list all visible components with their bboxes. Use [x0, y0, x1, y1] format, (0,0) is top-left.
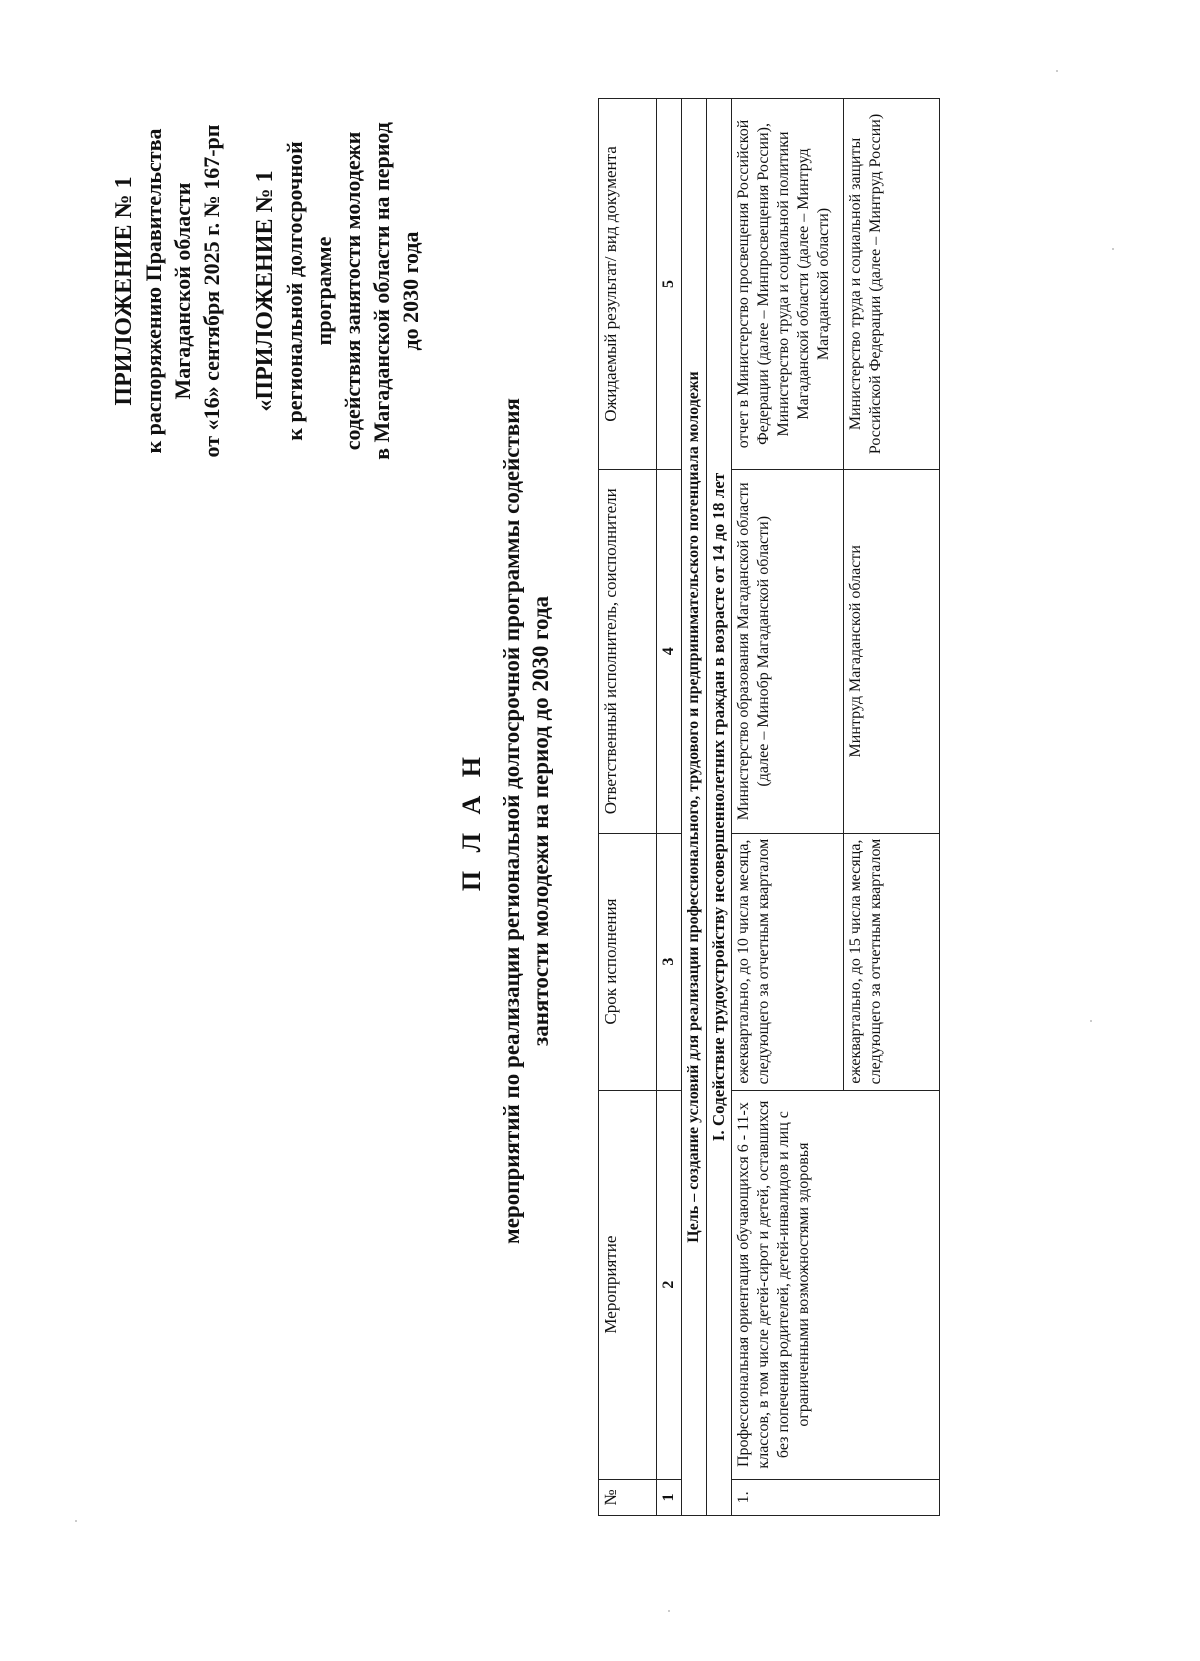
column-number: 3 — [657, 833, 682, 1090]
plan-table — [598, 98, 940, 1516]
section-1-title: I. Содействие трудоустройству несовершеннолетних граждан в возрасте от 14 до 18 лет — [707, 99, 732, 1516]
header-num: № — [599, 1479, 657, 1515]
goal-row — [682, 99, 707, 1516]
appendix-header — [110, 101, 425, 481]
goal-text: Цель – создание условий для реализации профессионального, трудового и предпринимательского потенциала молодежи — [682, 99, 707, 1516]
column-number: 4 — [657, 469, 682, 833]
order-date: от «16» сентября 2025 г. № 167-рп — [199, 124, 224, 458]
inner-appendix-title: «ПРИЛОЖЕНИЕ № 1 — [252, 170, 278, 412]
header-executor: Ответственный исполнитель, соисполнители — [599, 469, 657, 833]
order-reference-line2: Магаданской области — [170, 182, 195, 400]
plan-subtitle-line2: занятости молодежи на период до 2030 года — [528, 596, 553, 1046]
column-number: 1 — [657, 1479, 682, 1515]
header-result: Ожидаемый результат/ вид документа — [599, 99, 657, 470]
table-header-row — [599, 99, 657, 1516]
row-executor-a: Министерство образования Магаданской области (далее – Минобр Магаданской области) — [732, 469, 844, 833]
row-term-b: ежеквартально, до 15 числа месяца, следующего за отчетным кварталом — [844, 833, 940, 1090]
row-executor-b: Минтруд Магаданской области — [844, 469, 940, 833]
order-reference-line1: к распоряжению Правительства — [141, 128, 166, 454]
header-measure: Мероприятие — [599, 1090, 657, 1479]
plan-title-block — [455, 141, 555, 1501]
plan-subtitle-line1: мероприятий по реализации региональной долгосрочной программы содействия — [499, 398, 524, 1244]
row-measure: Профессиональная ориентация обучающихся 6 - 11-х классов, в том числе детей-сирот и детей, оставшихся без попечения родителей, детей-инвалидов и лиц с ограниченными возможностями здоровья — [732, 1090, 940, 1479]
table-row — [732, 99, 844, 1516]
plan-title: П Л А Н — [457, 750, 486, 892]
column-number: 2 — [657, 1090, 682, 1479]
row-result-b: Министерство труда и социальной защиты Российской Федерации (далее – Минтруд России) — [844, 99, 940, 470]
section-row — [707, 99, 732, 1516]
row-result-a: отчет в Министерство просвещения Российской Федерации (далее – Минпросвещения России), Министерство труда и социальной политики Магаданской области (далее – Минтруд Магаданской области) — [732, 99, 844, 470]
row-number: 1. — [732, 1479, 940, 1515]
row-term-a: ежеквартально, до 10 числа месяца, следующего за отчетным кварталом — [732, 833, 844, 1090]
program-reference-line4: до 2030 года — [398, 231, 423, 351]
column-number: 5 — [657, 99, 682, 470]
program-reference-line3: в Магаданской области на период — [369, 122, 394, 460]
column-number-row — [657, 99, 682, 1516]
program-reference-line1: к региональной долгосрочной программе — [282, 141, 336, 441]
header-term: Срок исполнения — [599, 833, 657, 1090]
program-reference-line2: содействия занятости молодежи — [340, 131, 365, 451]
appendix-title: ПРИЛОЖЕНИЕ № 1 — [111, 176, 137, 406]
